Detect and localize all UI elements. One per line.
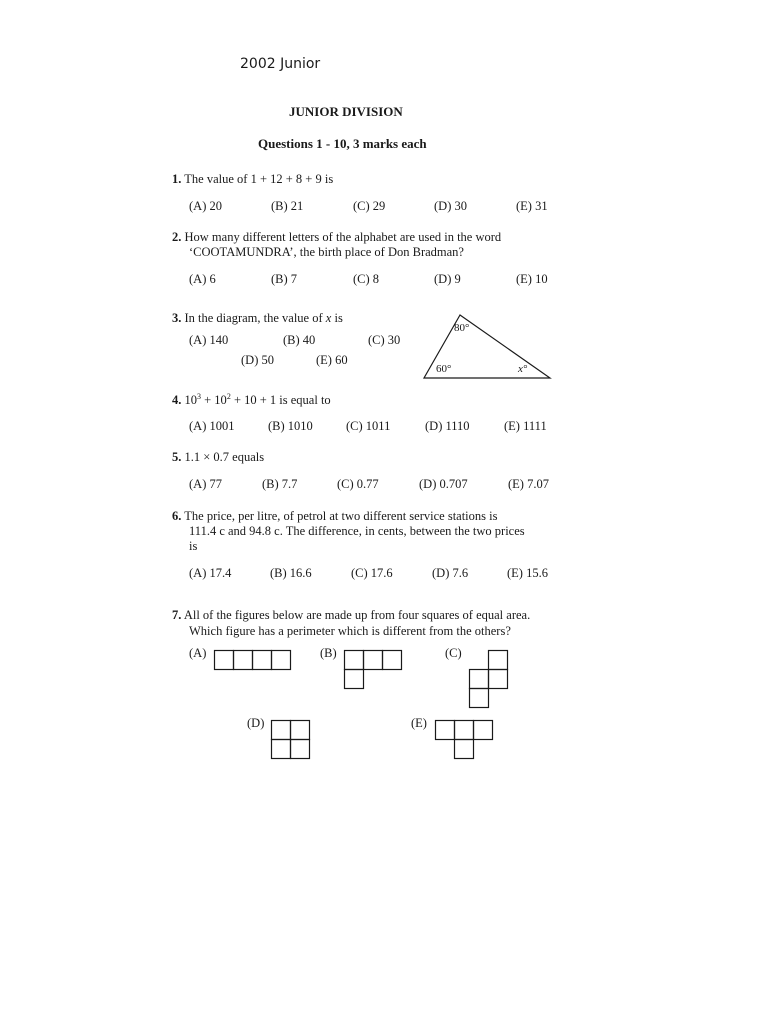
option-b[interactable]: (B) 21 xyxy=(271,199,304,213)
option-b[interactable]: (B) 1010 xyxy=(268,419,313,433)
option-e[interactable]: (E) 1111 xyxy=(504,419,547,433)
question-number: 4. xyxy=(172,393,182,408)
math-variable: x xyxy=(325,311,332,325)
option-c[interactable]: (C) xyxy=(445,646,462,660)
figure-b-tetromino xyxy=(344,650,404,692)
math-expression: 1 + 12 + 8 + 9 xyxy=(250,172,322,186)
question-stem-line: is xyxy=(189,539,198,553)
option-c[interactable]: (C) 29 xyxy=(353,199,386,213)
option-c[interactable]: (C) 0.77 xyxy=(337,477,379,491)
option-d[interactable]: (D) 50 xyxy=(241,353,274,367)
question-number: 6. xyxy=(172,509,182,523)
option-d[interactable]: (D) 1110 xyxy=(425,419,470,433)
option-a[interactable]: (A) xyxy=(189,646,207,660)
question-number: 7. xyxy=(172,608,182,622)
figure-a-tetromino xyxy=(214,650,294,672)
question-stem-line: Which figure has a perimeter which is different from the others? xyxy=(189,624,511,638)
option-e[interactable]: (E) 10 xyxy=(516,272,548,286)
option-c[interactable]: (C) 17.6 xyxy=(351,566,393,580)
option-e[interactable]: (E) 7.07 xyxy=(508,477,549,491)
figure-d-tetromino xyxy=(271,720,313,762)
figure-e-tetromino xyxy=(435,720,495,762)
option-a[interactable]: (A) 20 xyxy=(189,199,222,213)
question-stem: 4. $10^3 + 10^2 + 10 + 1$ is equal to xyxy=(172,392,331,408)
angle-label-left: 60° xyxy=(436,363,452,375)
question-number: 5. xyxy=(172,450,182,464)
option-a[interactable]: (A) 17.4 xyxy=(189,566,232,580)
option-e[interactable]: (E) 31 xyxy=(516,199,548,213)
question-stem: 1. The value of 1 + 12 + 8 + 9 is xyxy=(172,172,334,186)
option-c[interactable]: (C) 8 xyxy=(353,272,380,286)
page-header: 2002 Junior xyxy=(240,56,321,72)
section-title: Questions 1 - 10, 3 marks each xyxy=(258,136,427,151)
question-stem: 5. 1.1 × 0.7 equals xyxy=(172,450,265,464)
question-stem-line: 2. How many different letters of the alphabet are used in the word xyxy=(172,230,502,244)
option-d[interactable]: (D) xyxy=(247,716,265,730)
question-number: 2. xyxy=(172,230,182,244)
angle-label-right: x° xyxy=(518,363,528,375)
option-d[interactable]: (D) 30 xyxy=(434,199,467,213)
option-d[interactable]: (D) 0.707 xyxy=(419,477,468,491)
option-c[interactable]: (C) 1011 xyxy=(346,419,391,433)
option-b[interactable]: (B) 7 xyxy=(271,272,298,286)
option-a[interactable]: (A) 140 xyxy=(189,333,229,347)
option-c[interactable]: (C) 30 xyxy=(368,333,401,347)
question-stem-line: ‘COOTAMUNDRA’, the birth place of Don Bradman? xyxy=(189,245,464,259)
option-e[interactable]: (E) 15.6 xyxy=(507,566,548,580)
triangle-diagram xyxy=(418,312,558,382)
question-stem: 3. In the diagram, the value of x is xyxy=(172,311,343,325)
angle-label-top: 80° xyxy=(454,322,470,334)
option-d[interactable]: (D) 9 xyxy=(434,272,461,286)
option-e[interactable]: (E) xyxy=(411,716,427,730)
question-stem-line: 111.4 c and 94.8 c. The difference, in cents, between the two prices xyxy=(189,524,525,538)
option-d[interactable]: (D) 7.6 xyxy=(432,566,469,580)
option-b[interactable]: (B) xyxy=(320,646,337,660)
option-b[interactable]: (B) 7.7 xyxy=(262,477,298,491)
option-a[interactable]: (A) 1001 xyxy=(189,419,235,433)
question-stem-line: 7. All of the figures below are made up from four squares of equal area. xyxy=(172,608,531,622)
question-number: 3. xyxy=(172,311,182,325)
option-b[interactable]: (B) 40 xyxy=(283,333,316,347)
question-number: 1. xyxy=(172,172,182,186)
option-e[interactable]: (E) 60 xyxy=(316,353,348,367)
option-b[interactable]: (B) 16.6 xyxy=(270,566,312,580)
division-title: JUNIOR DIVISION xyxy=(289,104,403,119)
option-a[interactable]: (A) 6 xyxy=(189,272,216,286)
question-stem-line: 6. The price, per litre, of petrol at two different service stations is xyxy=(172,509,498,523)
option-a[interactable]: (A) 77 xyxy=(189,477,222,491)
figure-c-tetromino xyxy=(469,650,511,712)
